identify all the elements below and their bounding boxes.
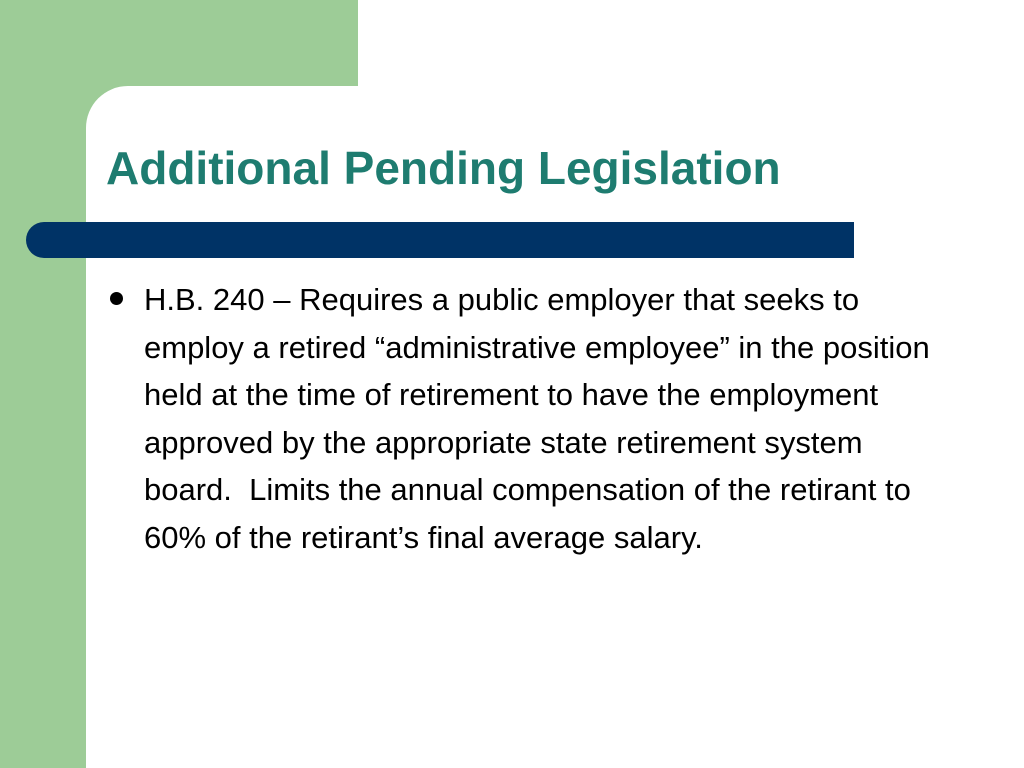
title-divider-bar [26,222,854,258]
bullet-item [106,276,946,561]
top-white-band [358,0,1024,90]
bullet-dot-icon [110,292,123,305]
slide-title: Additional Pending Legislation [106,142,781,194]
bullet-list [106,276,946,561]
bullet-text: H.B. 240 – Requires a public employer that seeks to employ a retired “administrative employee” in the position held at the time of retirement to have the employment approved by the appropriate state retirement system board. Limits the annual compensation of the retirant to 60% of the retirant’s final average salary. [144,282,939,555]
